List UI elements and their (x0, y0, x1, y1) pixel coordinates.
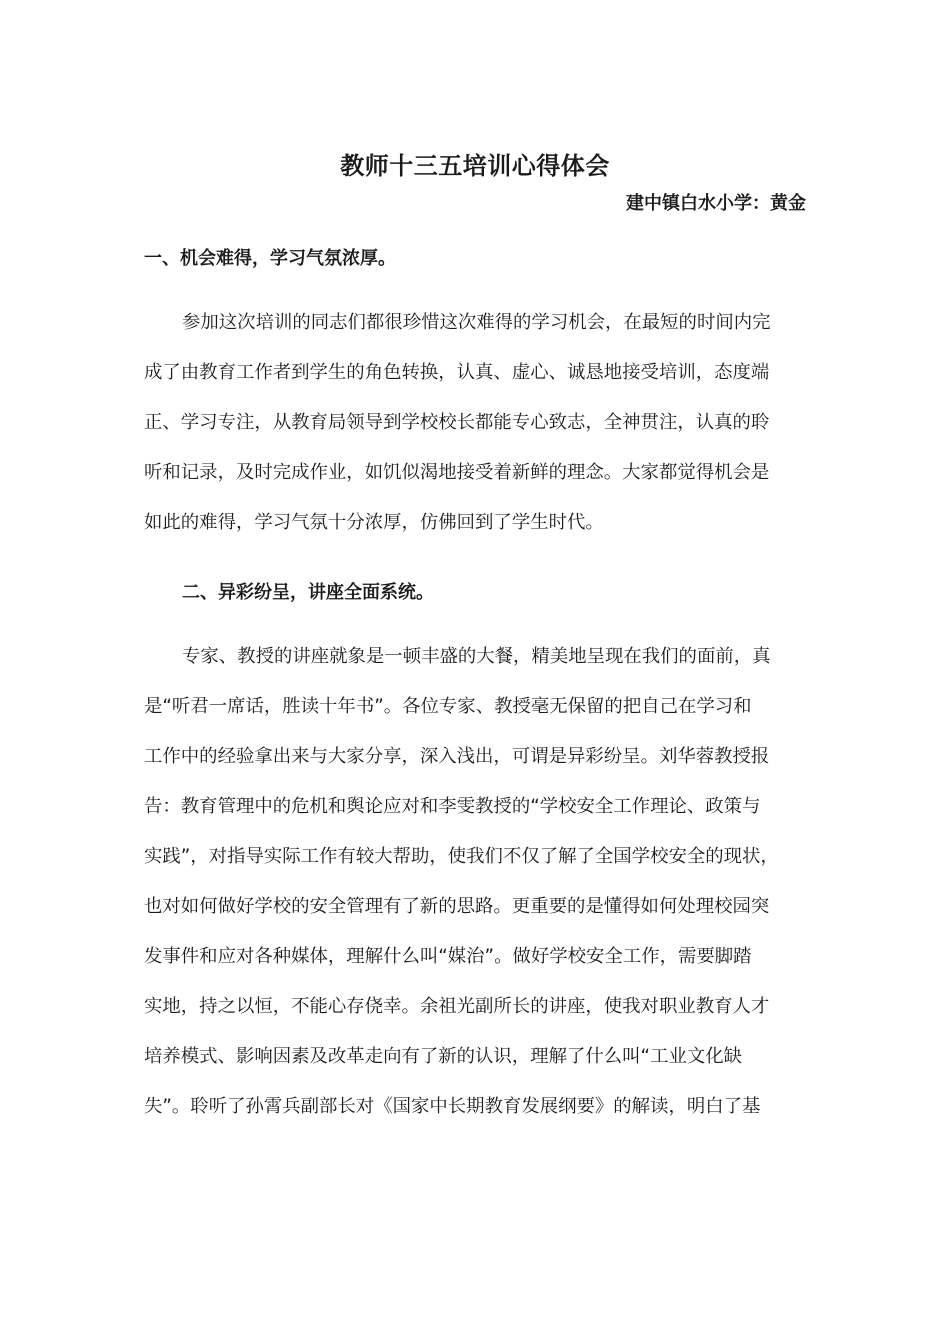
paragraph-line: 听和记录，及时完成作业，如饥似渴地接受着新鲜的理念。大家都觉得机会是 (144, 462, 770, 483)
section-heading-2: 二、异彩纷呈，讲座全面系统。 (182, 582, 434, 603)
section-heading-1: 一、机会难得，学习气氛浓厚。 (144, 248, 396, 269)
paragraph-line: 发事件和应对各种媒体，理解什么叫“媒治”。做好学校安全工作，需要脚踏 (144, 946, 752, 967)
paragraph-line: 参加这次培训的同志们都很珍惜这次难得的学习机会，在最短的时间内完 (182, 312, 771, 333)
paragraph-2 (144, 632, 779, 1132)
paragraph-line: 培养模式、影响因素及改革走向有了新的认识，理解了什么叫“工业文化缺 (144, 1046, 743, 1067)
paragraph-1 (144, 298, 771, 548)
paragraph-line: 也对如何做好学校的安全管理有了新的思路。更重要的是懂得如何处理校园突 (144, 896, 770, 917)
document-title: 教师十三五培训心得体会 (340, 152, 610, 180)
paragraph-line: 如此的难得，学习气氛十分浓厚，仿佛回到了学生时代。 (144, 512, 604, 533)
paragraph-line: 工作中的经验拿出来与大家分享，深入浅出，可谓是异彩纷呈。刘华蓉教授报 (144, 746, 770, 767)
paragraph-line: 正、学习专注，从教育局领导到学校校长都能专心致志，全神贯注，认真的聆 (144, 412, 770, 433)
paragraph-line: 告：教育管理中的危机和舆论应对和李雯教授的“学校安全工作理论、政策与 (144, 796, 761, 817)
paragraph-line: 失”。聆听了孙霄兵副部长对《国家中长期教育发展纲要》的解读，明白了基 (144, 1096, 761, 1117)
paragraph-line: 实地，持之以恒，不能心存侥幸。余祖光副所长的讲座，使我对职业教育人才 (144, 996, 770, 1017)
paragraph-line: 实践”，对指导实际工作有较大帮助，使我们不仅了解了全国学校安全的现状， (144, 846, 779, 867)
paragraph-line: 是“听君一席话，胜读十年书”。各位专家、教授毫无保留的把自己在学习和 (144, 696, 752, 717)
paragraph-line: 成了由教育工作者到学生的角色转换，认真、虚心、诚恳地接受培训，态度端 (144, 362, 770, 383)
paragraph-line: 专家、教授的讲座就象是一顿丰盛的大餐，精美地呈现在我们的面前，真 (182, 646, 771, 667)
author-line: 建中镇白水小学：黄金 (626, 193, 806, 214)
